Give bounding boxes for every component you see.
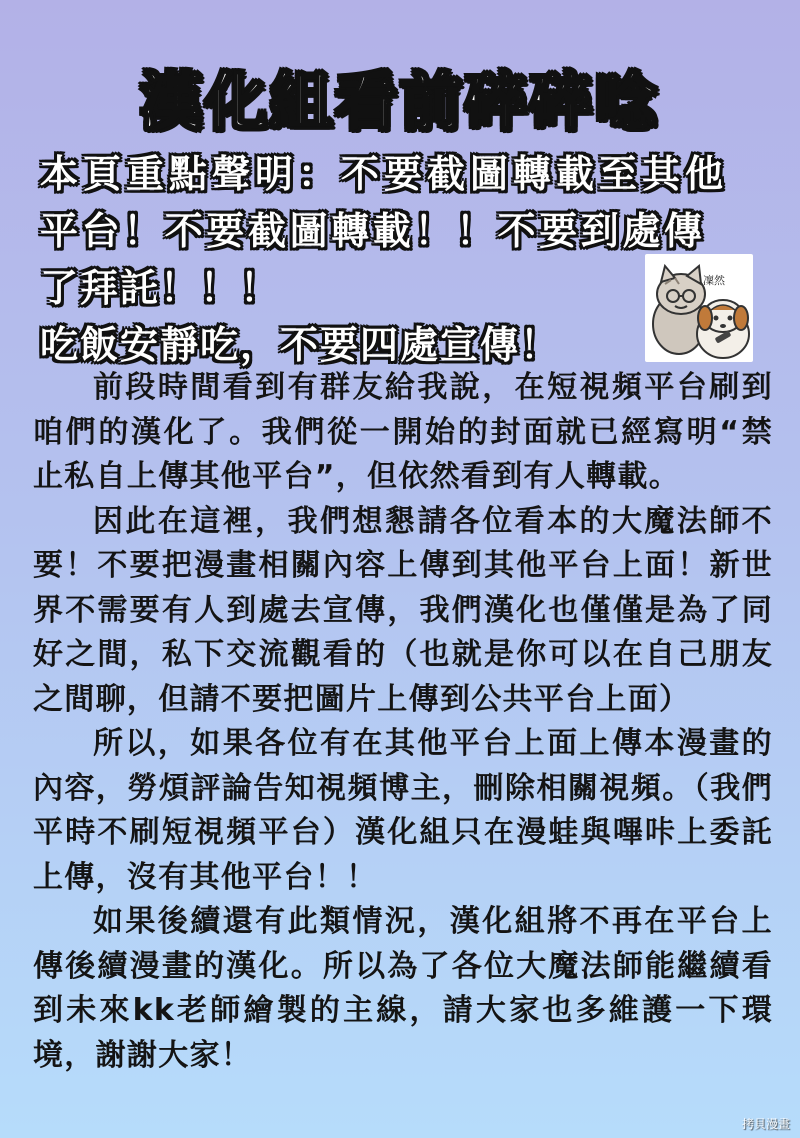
body-text (33, 366, 773, 1078)
page-title: 漢化組看前碎碎唸 (139, 65, 660, 138)
paragraph: 如果後續還有此類情況，漢化組將不再在平台上傳後續漫畫的漢化。所以為了各位大魔法師能繼續看到未來kk老師繪製的主線，請大家也多維護一下環境，謝謝大家！ (33, 904, 773, 1073)
paragraph: 所以，如果各位有在其他平台上面上傳本漫畫的內容，勞煩評論告知視頻博主，刪除相關視頻。（我們平時不刷短視頻平台）漢化組只在漫蛙與嗶咔上委託上傳，沒有其他平台！！ (33, 726, 773, 895)
notice-line: 本頁重點聲明：不要截圖轉載至其他 (40, 152, 729, 196)
paragraph: 前段時間看到有群友給我說，在短視頻平台刷到咱們的漢化了。我們從一開始的封面就已經寫明“禁止私自上傳其他平台”，但依然看到有人轉載。 (33, 370, 773, 494)
sticker-label: 凜然 (703, 274, 725, 287)
paragraph: 因此在這裡，我們想懇請各位看本的大魔法師不要！不要把漫畫相關內容上傳到其他平台上面！新世界不需要有人到處去宣傳，我們漢化也僅僅是為了同好之間，私下交流觀看的（也就是你可以在自己朋友之間聊，但請不要把圖片上傳到公共平台上面） (33, 503, 773, 717)
notice-line: 平台！不要截圖轉載！！不要到處傳 (40, 209, 706, 253)
notice-line: 吃飯安靜吃，不要四處宣傳！ (40, 323, 561, 367)
watermark: 拷貝漫畫 (741, 1117, 790, 1131)
notice-line: 了拜託！！！ (40, 266, 281, 310)
cat-and-dog-sticker (645, 254, 753, 362)
cat-and-dog-sticker-icon (645, 254, 753, 362)
